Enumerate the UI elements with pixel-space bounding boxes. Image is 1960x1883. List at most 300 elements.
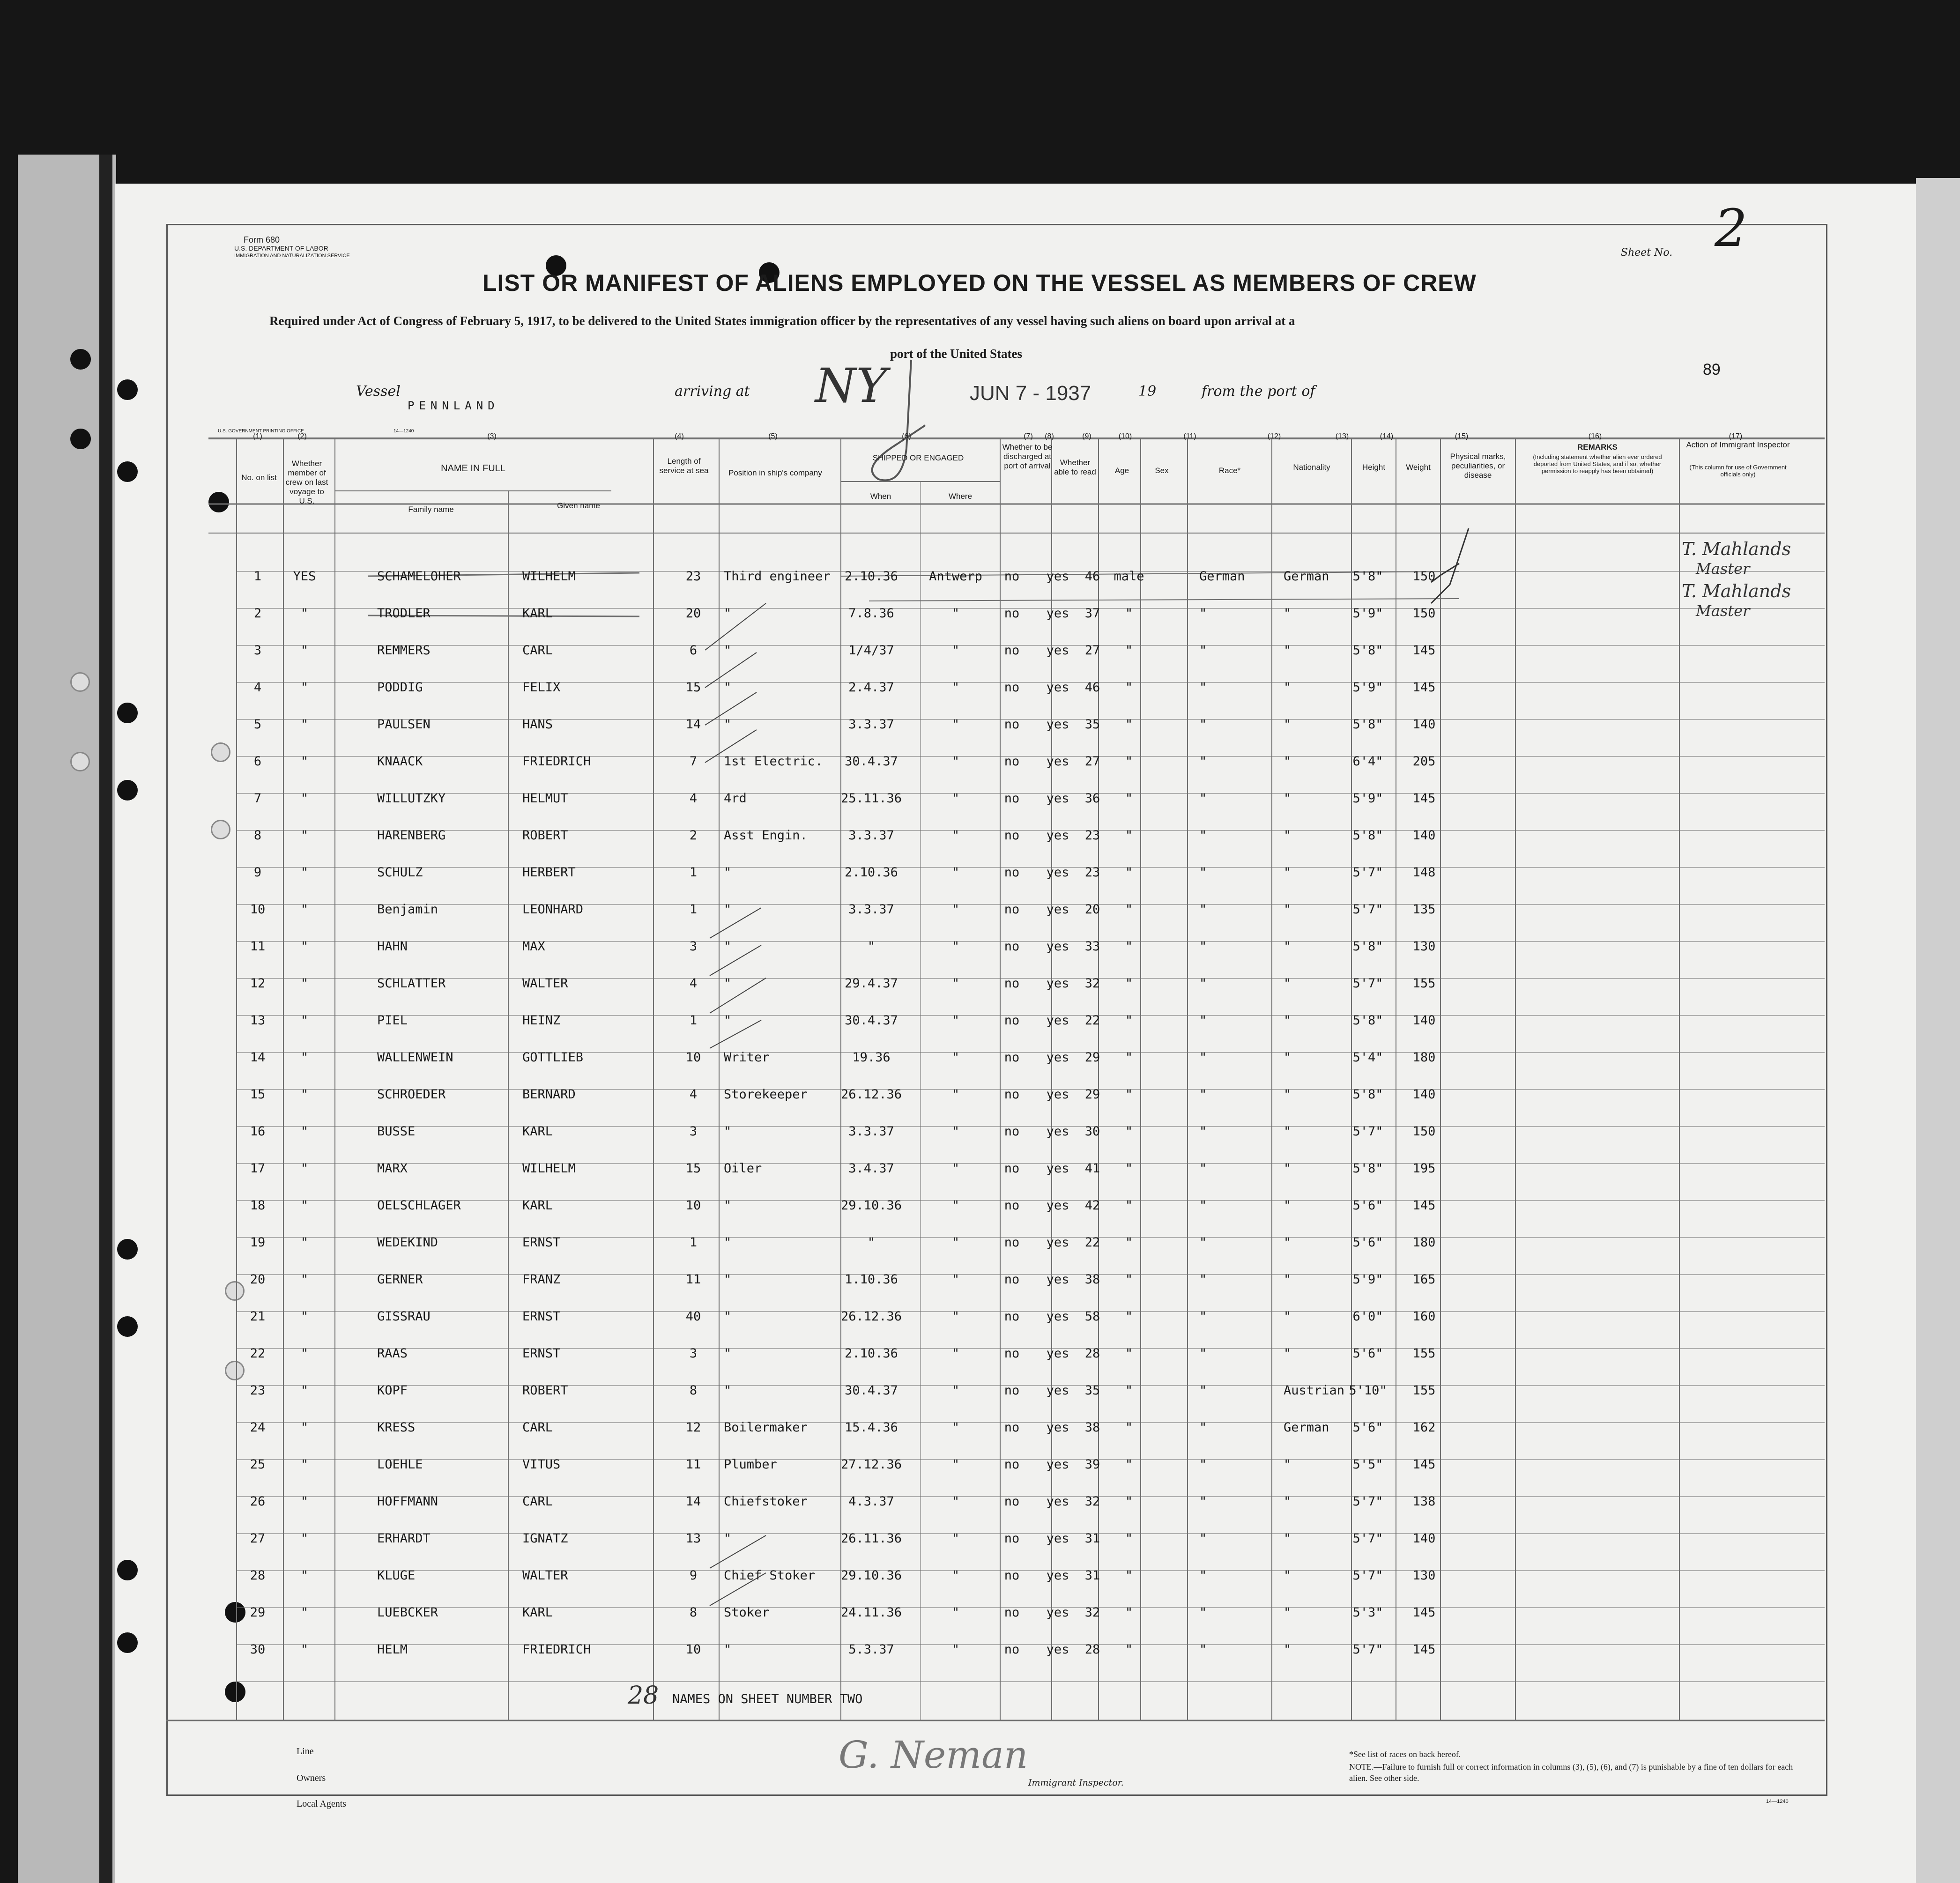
cell-position: Third engineer (724, 569, 831, 584)
cell-member: " (300, 1050, 309, 1065)
cell-weight: 195 (1412, 1161, 1436, 1176)
cell-read: yes (1046, 569, 1069, 584)
cell-age: 42 (1084, 1198, 1100, 1213)
cell-nationality: " (1284, 939, 1292, 954)
cell-nationality: " (1284, 791, 1292, 806)
header-family-name: Family name (408, 505, 454, 514)
cell-family: SCHAMELOHER (377, 569, 461, 584)
cell-race: " (1199, 1124, 1207, 1139)
cell-height: 5'7" (1352, 976, 1383, 991)
cell-position: Boilermaker (724, 1420, 808, 1435)
cell-given: WALTER (522, 976, 568, 991)
cell-family: LUEBCKER (377, 1605, 438, 1620)
cell-height: 5'8" (1352, 1087, 1383, 1102)
cell-where: " (951, 1272, 960, 1287)
cell-weight: 155 (1412, 1346, 1436, 1361)
cell-discharged: no (1004, 1013, 1020, 1028)
cell-sex: " (1125, 791, 1133, 806)
cell-height: 5'8" (1352, 569, 1383, 584)
cell-service: 14 (685, 1494, 701, 1509)
cell-discharged: no (1004, 1531, 1020, 1546)
cell-no: 9 (253, 865, 262, 880)
cell-weight: 138 (1412, 1494, 1436, 1509)
column-number: (12) (1267, 432, 1281, 440)
column-number: (4) (675, 432, 684, 440)
cell-no: 2 (253, 606, 262, 621)
cell-race: " (1199, 1161, 1207, 1176)
cell-sex: " (1125, 1457, 1133, 1472)
cell-where: " (951, 1346, 960, 1361)
cell-service: 10 (685, 1642, 701, 1657)
cell-when: " (867, 939, 876, 954)
cell-position: " (724, 1383, 732, 1398)
cell-age: 37 (1084, 606, 1100, 621)
cell-where: " (951, 1198, 960, 1213)
cell-when: 15.4.36 (845, 1420, 898, 1435)
cell-height: 5'7" (1352, 1568, 1383, 1583)
crew-row (0, 1531, 1960, 1564)
cell-family: Benjamin (377, 902, 438, 917)
cell-family: HARENBERG (377, 828, 446, 843)
cell-discharged: no (1004, 1420, 1020, 1435)
date-stamp: JUN 7 - 1937 (970, 382, 1091, 405)
cell-family: LOEHLE (377, 1457, 423, 1472)
cell-no: 25 (250, 1457, 266, 1472)
cell-nationality: " (1284, 865, 1292, 880)
cell-sex: " (1125, 754, 1133, 769)
cell-where: " (951, 1124, 960, 1139)
crew-row (0, 643, 1960, 676)
cell-when: 2.10.36 (845, 569, 898, 584)
cell-age: 27 (1084, 643, 1100, 658)
cell-weight: 155 (1412, 976, 1436, 991)
cell-given: ERNST (522, 1309, 561, 1324)
cell-no: 8 (253, 828, 262, 843)
cell-age: 28 (1084, 1346, 1100, 1361)
cell-age: 33 (1084, 939, 1100, 954)
cell-age: 31 (1084, 1568, 1100, 1583)
cell-weight: 140 (1412, 1087, 1436, 1102)
cell-discharged: no (1004, 606, 1020, 621)
cell-race: " (1199, 791, 1207, 806)
cell-sex: " (1125, 1235, 1133, 1250)
cell-read: yes (1046, 828, 1069, 843)
cell-nationality: Austrian (1284, 1383, 1345, 1398)
cell-service: 3 (689, 1346, 698, 1361)
cell-read: yes (1046, 976, 1069, 991)
cell-member: " (300, 1124, 309, 1139)
cell-race: " (1199, 828, 1207, 843)
cell-discharged: no (1004, 865, 1020, 880)
cell-service: 1 (689, 865, 698, 880)
cell-member: " (300, 1198, 309, 1213)
header-length-of-service: Length of service at sea (659, 457, 709, 475)
cell-no: 3 (253, 643, 262, 658)
cell-position: " (724, 1346, 732, 1361)
cell-family: SCHULZ (377, 865, 423, 880)
crew-row (0, 680, 1960, 713)
cell-position: " (724, 1013, 732, 1028)
cell-height: 5'8" (1352, 643, 1383, 658)
cell-nationality: " (1284, 1568, 1292, 1583)
cell-no: 15 (250, 1087, 266, 1102)
cell-position: 1st Electric. (724, 754, 823, 769)
cell-where: " (951, 828, 960, 843)
cell-member: " (300, 1494, 309, 1509)
cell-given: KARL (522, 1198, 553, 1213)
cell-discharged: no (1004, 939, 1020, 954)
cell-discharged: no (1004, 1235, 1020, 1250)
cell-member: " (300, 1235, 309, 1250)
footer-line-label: Line (297, 1746, 314, 1757)
cell-no: 24 (250, 1420, 266, 1435)
crew-row (0, 902, 1960, 935)
cell-family: PIEL (377, 1013, 408, 1028)
cell-weight: 145 (1412, 791, 1436, 806)
cell-nationality: " (1284, 1605, 1292, 1620)
cell-weight: 145 (1412, 680, 1436, 695)
inspector-action-signature: T. Mahlands (1682, 539, 1791, 559)
cell-family: OELSCHLAGER (377, 1198, 461, 1213)
cell-no: 7 (253, 791, 262, 806)
cell-service: 15 (685, 1161, 701, 1176)
cell-discharged: no (1004, 754, 1020, 769)
cell-service: 20 (685, 606, 701, 621)
cell-given: HELMUT (522, 791, 568, 806)
cell-given: KARL (522, 606, 553, 621)
cell-weight: 145 (1412, 1457, 1436, 1472)
cell-sex: " (1125, 828, 1133, 843)
cell-when: 2.10.36 (845, 1346, 898, 1361)
cell-service: 4 (689, 976, 698, 991)
cell-age: 46 (1084, 569, 1100, 584)
cell-where: Antwerp (929, 569, 982, 584)
cell-read: yes (1046, 754, 1069, 769)
cell-when: 29.4.37 (845, 976, 898, 991)
cell-where: " (951, 1383, 960, 1398)
crew-row (0, 1050, 1960, 1083)
cell-weight: 140 (1412, 1013, 1436, 1028)
cell-given: WILHELM (522, 569, 576, 584)
cell-position: Writer (724, 1050, 770, 1065)
cell-position: " (724, 865, 732, 880)
cell-member: " (300, 1457, 309, 1472)
cell-read: yes (1046, 643, 1069, 658)
cell-nationality: " (1284, 717, 1292, 732)
cell-no: 20 (250, 1272, 266, 1287)
cell-race: " (1199, 754, 1207, 769)
cell-read: yes (1046, 1235, 1069, 1250)
cell-sex: " (1125, 939, 1133, 954)
cell-age: 28 (1084, 1642, 1100, 1657)
cell-position: " (724, 643, 732, 658)
cell-sex: " (1125, 976, 1133, 991)
cell-nationality: " (1284, 1494, 1292, 1509)
cell-given: WALTER (522, 1568, 568, 1583)
cell-position: " (724, 976, 732, 991)
column-number: (10) (1118, 432, 1132, 440)
cell-position: " (724, 1198, 732, 1213)
cell-no: 13 (250, 1013, 266, 1028)
cell-family: BUSSE (377, 1124, 416, 1139)
cell-member: " (300, 865, 309, 880)
cell-sex: male (1114, 569, 1144, 584)
cell-age: 58 (1084, 1309, 1100, 1324)
cell-given: HEINZ (522, 1013, 561, 1028)
cell-age: 29 (1084, 1050, 1100, 1065)
cell-height: 5'6" (1352, 1198, 1383, 1213)
cell-when: 24.11.36 (840, 1605, 902, 1620)
vessel-name: PENNLAND (408, 399, 499, 412)
column-number: (14) (1380, 432, 1394, 440)
service-name: IMMIGRATION AND NATURALIZATION SERVICE (234, 253, 350, 259)
cell-member: " (300, 976, 309, 991)
cell-family: KLUGE (377, 1568, 416, 1583)
crew-row (0, 1124, 1960, 1157)
header-no-on-list: No. on list (241, 473, 277, 482)
cell-member: " (300, 754, 309, 769)
cell-family: KRESS (377, 1420, 416, 1435)
cell-given: ERNST (522, 1235, 561, 1250)
cell-age: 22 (1084, 1013, 1100, 1028)
footer-agents-label: Local Agents (297, 1799, 347, 1809)
cell-service: 8 (689, 1605, 698, 1620)
cell-race: " (1199, 1013, 1207, 1028)
cell-member: " (300, 1161, 309, 1176)
cell-height: 5'7" (1352, 1531, 1383, 1546)
cell-family: HOFFMANN (377, 1494, 438, 1509)
cell-where: " (951, 1494, 960, 1509)
cell-when: 2.10.36 (845, 865, 898, 880)
cell-race: " (1199, 1272, 1207, 1287)
cell-race: " (1199, 680, 1207, 695)
cell-height: 5'7" (1352, 1494, 1383, 1509)
cell-weight: 140 (1412, 1531, 1436, 1546)
cell-no: 18 (250, 1198, 266, 1213)
cell-height: 5'10" (1349, 1383, 1387, 1398)
cell-nationality: " (1284, 1272, 1292, 1287)
cell-read: yes (1046, 1568, 1069, 1583)
cell-position: " (724, 1235, 732, 1250)
cell-service: 11 (685, 1272, 701, 1287)
cell-member: " (300, 1642, 309, 1657)
cell-position: " (724, 1642, 732, 1657)
cell-race: " (1199, 643, 1207, 658)
header-remarks: REMARKS (1577, 443, 1618, 452)
cell-read: yes (1046, 1346, 1069, 1361)
cell-where: " (951, 1568, 960, 1583)
cell-age: 20 (1084, 902, 1100, 917)
form-subtitle-end: port of the United States (890, 347, 1022, 361)
cell-weight: 140 (1412, 828, 1436, 843)
cell-when: 25.11.36 (840, 791, 902, 806)
cell-race: " (1199, 1494, 1207, 1509)
crew-row (0, 1346, 1960, 1379)
cell-member: " (300, 902, 309, 917)
cell-where: " (951, 1161, 960, 1176)
cell-age: 22 (1084, 1235, 1100, 1250)
cell-family: HAHN (377, 939, 408, 954)
cell-race: " (1199, 902, 1207, 917)
cell-read: yes (1046, 1383, 1069, 1398)
cell-race: " (1199, 1309, 1207, 1324)
cell-sex: " (1125, 606, 1133, 621)
cell-where: " (951, 865, 960, 880)
cell-discharged: no (1004, 680, 1020, 695)
cell-service: 3 (689, 1124, 698, 1139)
crew-row (0, 1568, 1960, 1601)
cell-height: 5'9" (1352, 680, 1383, 695)
cell-nationality: " (1284, 754, 1292, 769)
header-where: Where (948, 492, 973, 501)
crew-row (0, 939, 1960, 972)
punch-hole (70, 429, 91, 449)
crew-row (0, 754, 1960, 787)
column-number: (16) (1588, 432, 1602, 440)
cell-position: " (724, 717, 732, 732)
cell-given: HANS (522, 717, 553, 732)
header-position: Position in ship's company (728, 468, 822, 477)
cell-position: 4rd (724, 791, 747, 806)
cell-nationality: German (1284, 569, 1329, 584)
cell-height: 5'7" (1352, 865, 1383, 880)
crew-row (0, 1642, 1960, 1675)
cell-member: " (300, 791, 309, 806)
cell-race: " (1199, 1235, 1207, 1250)
cell-weight: 150 (1412, 606, 1436, 621)
cell-read: yes (1046, 606, 1069, 621)
cell-discharged: no (1004, 643, 1020, 658)
cell-member: " (300, 828, 309, 843)
cell-position: " (724, 939, 732, 954)
cell-when: 26.12.36 (840, 1309, 902, 1324)
cell-weight: 165 (1412, 1272, 1436, 1287)
cell-age: 31 (1084, 1531, 1100, 1546)
column-number: (1) (253, 432, 262, 440)
arriving-port: NY (815, 358, 887, 413)
cell-sex: " (1125, 643, 1133, 658)
cell-discharged: no (1004, 1457, 1020, 1472)
header-remarks-note: (Including statement whether alien ever ordered deported from United States, and if so, whether permission to reapply has been obtained) (1533, 453, 1662, 474)
cell-member: " (300, 1013, 309, 1028)
cell-nationality: " (1284, 1161, 1292, 1176)
crew-row (0, 791, 1960, 824)
cell-where: " (951, 1531, 960, 1546)
crew-row (0, 1235, 1960, 1268)
cell-no: 23 (250, 1383, 266, 1398)
cell-given: CARL (522, 643, 553, 658)
cell-sex: " (1125, 1309, 1133, 1324)
cell-family: GERNER (377, 1272, 423, 1287)
header-action-note: (This column for use of Government officials only) (1689, 464, 1787, 478)
cell-height: 5'8" (1352, 828, 1383, 843)
cell-where: " (951, 754, 960, 769)
cell-weight: 145 (1412, 1642, 1436, 1657)
cell-read: yes (1046, 1531, 1069, 1546)
cell-sex: " (1125, 717, 1133, 732)
cell-sex: " (1125, 1494, 1133, 1509)
cell-nationality: German (1284, 1420, 1329, 1435)
cell-sex: " (1125, 1198, 1133, 1213)
cell-when: 29.10.36 (840, 1198, 902, 1213)
cell-given: MAX (522, 939, 545, 954)
cell-height: 6'4" (1352, 754, 1383, 769)
cell-where: " (951, 1420, 960, 1435)
cell-weight: 130 (1412, 939, 1436, 954)
cell-race: " (1199, 606, 1207, 621)
cell-where: " (951, 1050, 960, 1065)
cell-nationality: " (1284, 976, 1292, 991)
penalty-note: NOTE.—Failure to furnish full or correct information in columns (3), (5), (6), and (7) is punishable by a fine of ten dollars for each alien. See other side. (1349, 1762, 1793, 1783)
cell-height: 5'4" (1352, 1050, 1383, 1065)
header-age: Age (1114, 466, 1129, 475)
cell-position: Plumber (724, 1457, 777, 1472)
cell-sex: " (1125, 1531, 1133, 1546)
cell-read: yes (1046, 939, 1069, 954)
cell-race: " (1199, 1642, 1207, 1657)
cell-given: ROBERT (522, 1383, 568, 1398)
cell-no: 26 (250, 1494, 266, 1509)
cell-service: 1 (689, 1013, 698, 1028)
cell-given: FRIEDRICH (522, 754, 591, 769)
cell-discharged: no (1004, 1272, 1020, 1287)
cell-height: 5'9" (1352, 1272, 1383, 1287)
cell-age: 46 (1084, 680, 1100, 695)
cell-weight: 140 (1412, 717, 1436, 732)
cell-when: 5.3.37 (848, 1642, 894, 1657)
cell-read: yes (1046, 1309, 1069, 1324)
form-subtitle: Required under Act of Congress of February 5, 1917, to be delivered to the United States immigration officer by the representatives of any vessel having such aliens on board upon arrival at a (269, 314, 1295, 328)
cell-when: 26.12.36 (840, 1087, 902, 1102)
cell-discharged: no (1004, 976, 1020, 991)
cell-no: 5 (253, 717, 262, 732)
cell-sex: " (1125, 1087, 1133, 1102)
cell-height: 5'8" (1352, 939, 1383, 954)
cell-age: 27 (1084, 754, 1100, 769)
cell-sex: " (1125, 1346, 1133, 1361)
punch-hole (117, 379, 138, 400)
cell-read: yes (1046, 1013, 1069, 1028)
cell-member: " (300, 1309, 309, 1324)
cell-read: yes (1046, 1605, 1069, 1620)
cell-family: REMMERS (377, 643, 431, 658)
sheet-number: 2 (1715, 198, 1747, 258)
cell-service: 10 (685, 1050, 701, 1065)
cell-no: 16 (250, 1124, 266, 1139)
cell-nationality: " (1284, 1050, 1292, 1065)
column-number: (3) (487, 432, 497, 440)
form-number: Form 680 (244, 235, 280, 245)
cell-weight: 135 (1412, 902, 1436, 917)
cell-sex: " (1125, 1013, 1133, 1028)
cell-given: CARL (522, 1494, 553, 1509)
cell-service: 1 (689, 902, 698, 917)
footer-owners-label: Owners (297, 1773, 326, 1783)
cell-given: VITUS (522, 1457, 561, 1472)
crew-row (0, 569, 1960, 602)
cell-race: " (1199, 1605, 1207, 1620)
cell-position: " (724, 606, 732, 621)
sheet-label: Sheet No. (1621, 247, 1673, 259)
cell-nationality: " (1284, 1235, 1292, 1250)
cell-race: " (1199, 1420, 1207, 1435)
printing-office: U.S. GOVERNMENT PRINTING OFFICE (218, 429, 304, 434)
cell-no: 6 (253, 754, 262, 769)
cell-age: 35 (1084, 1383, 1100, 1398)
cell-service: 12 (685, 1420, 701, 1435)
crew-row (0, 606, 1960, 639)
cell-where: " (951, 717, 960, 732)
